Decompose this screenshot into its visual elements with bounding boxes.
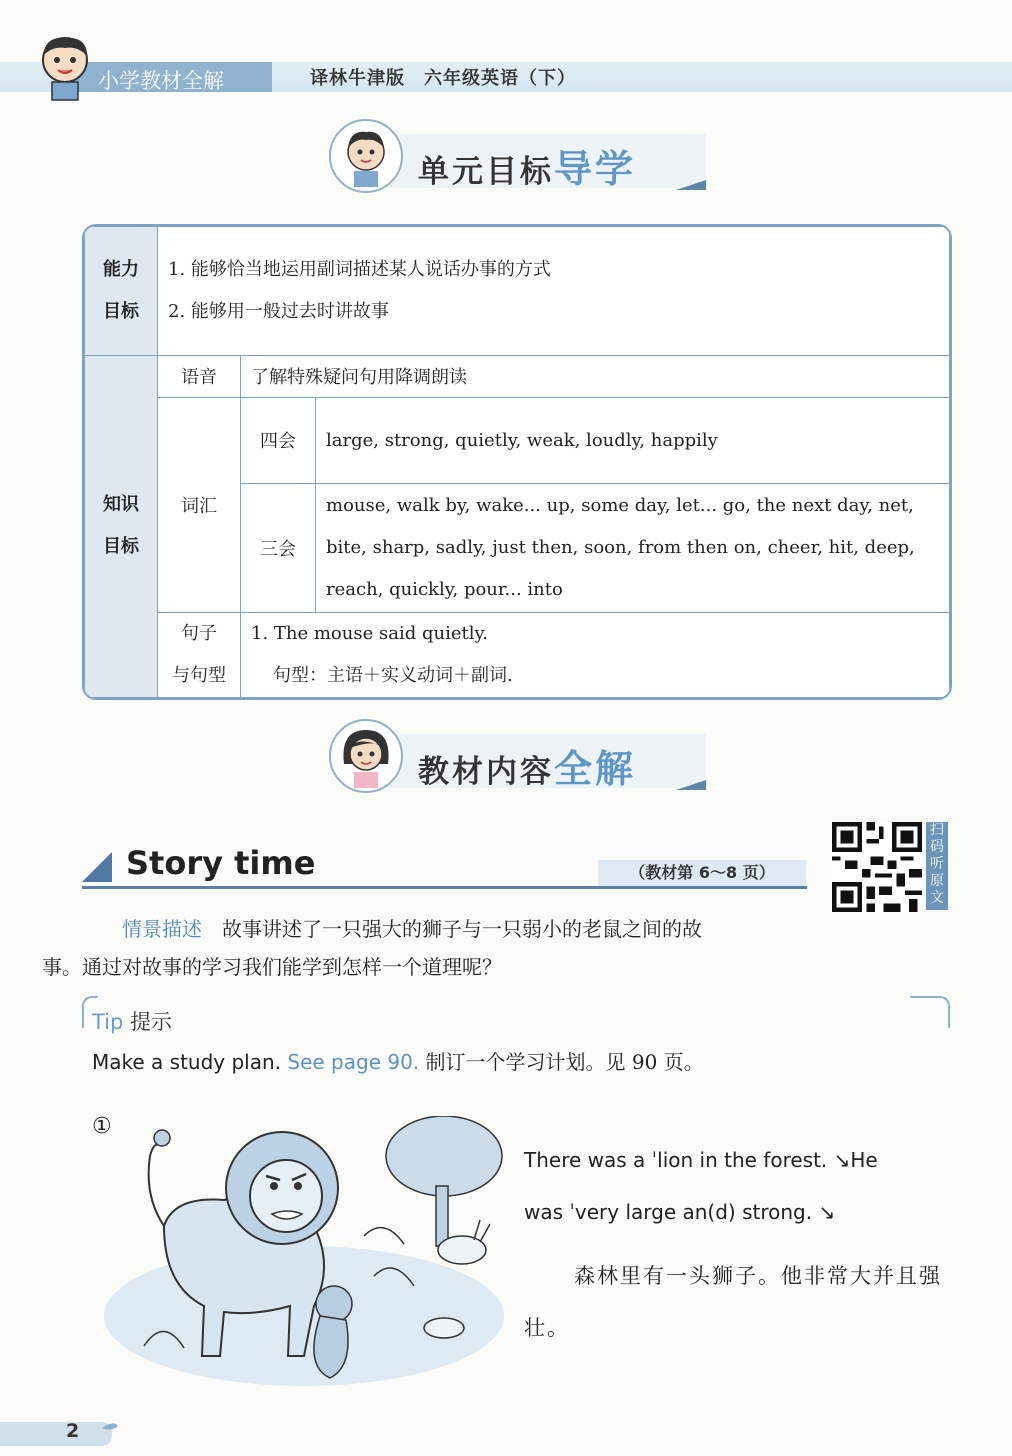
girl-avatar-icon [326, 716, 406, 796]
panel-chinese-translation: 森林里有一头狮子。他非常大并且强壮。 [524, 1264, 942, 1340]
triangle-marker-icon [82, 852, 112, 882]
section-title: 教材内容全解 [418, 747, 637, 791]
boy-mascot-icon [30, 30, 100, 102]
three-skill-words: mouse, walk by, wake... up, some day, let... go, the next day, net, bite, sharp, sadly, just then, soon, from then on, cheer, hit, deep, reach, quickly, pour... into [316, 484, 950, 613]
divider [82, 886, 807, 889]
section-title: 单元目标导学 [418, 147, 637, 191]
four-skill-words: large, strong, quietly, weak, loudly, happily [316, 397, 950, 483]
scan-to-listen-label: 扫码听原文 [926, 822, 948, 910]
tip-bracket-right [910, 996, 950, 1028]
unit-goals-table [82, 224, 952, 700]
panel-english-line-2: was ˈvery large an(d) strong. ↘ [524, 1200, 836, 1224]
four-skill-label: 四会 [241, 397, 316, 483]
ability-goal-label: 能力 目标 [85, 227, 158, 356]
panel-english-line-1: There was a ˈlion in the forest. ↘He [524, 1148, 878, 1172]
story-title: Story time [126, 844, 316, 882]
three-skill-label: 三会 [241, 484, 316, 613]
section-banner-content [326, 716, 706, 796]
tip-text: Make a study plan. See page 90. 制订一个学习计划。见 90 页。 [92, 1050, 704, 1074]
tip-label: Tip 提示 [92, 1010, 173, 1034]
phonetics-text: 了解特殊疑问句用降调朗读 [241, 355, 950, 397]
sentence-label: 句子 与句型 [158, 612, 241, 697]
page-number-tab [0, 1418, 120, 1448]
book-title: 译林牛津版 六年级英语（下） [310, 68, 576, 89]
sentence-content: 1. The mouse said quietly. 句型：主语＋实义动词＋副词. [241, 612, 950, 697]
lion-mouse-illustration [104, 1116, 508, 1388]
knowledge-goal-label: 知识 目标 [85, 355, 158, 697]
series-title: 小学教材全解 [98, 69, 224, 93]
phonetics-label: 语音 [158, 355, 241, 397]
panel-number: ① [92, 1114, 112, 1139]
page-reference: （教材第 6～8 页） [598, 860, 806, 886]
qr-code-icon[interactable] [832, 822, 922, 912]
vocab-label: 词汇 [158, 397, 241, 612]
context-description: 情景描述 故事讲述了一只强大的狮子与一只弱小的老鼠之间的故 事。通过对故事的学习我们能学到怎样一个道理呢？ [42, 917, 702, 979]
page-number: 2 [66, 1420, 80, 1442]
boy-avatar-icon [326, 116, 406, 196]
section-banner-unit-goals [326, 116, 706, 196]
ability-goal-items: 1. 能够恰当地运用副词描述某人说话办事的方式 2. 能够用一般过去时讲故事 [158, 227, 950, 356]
